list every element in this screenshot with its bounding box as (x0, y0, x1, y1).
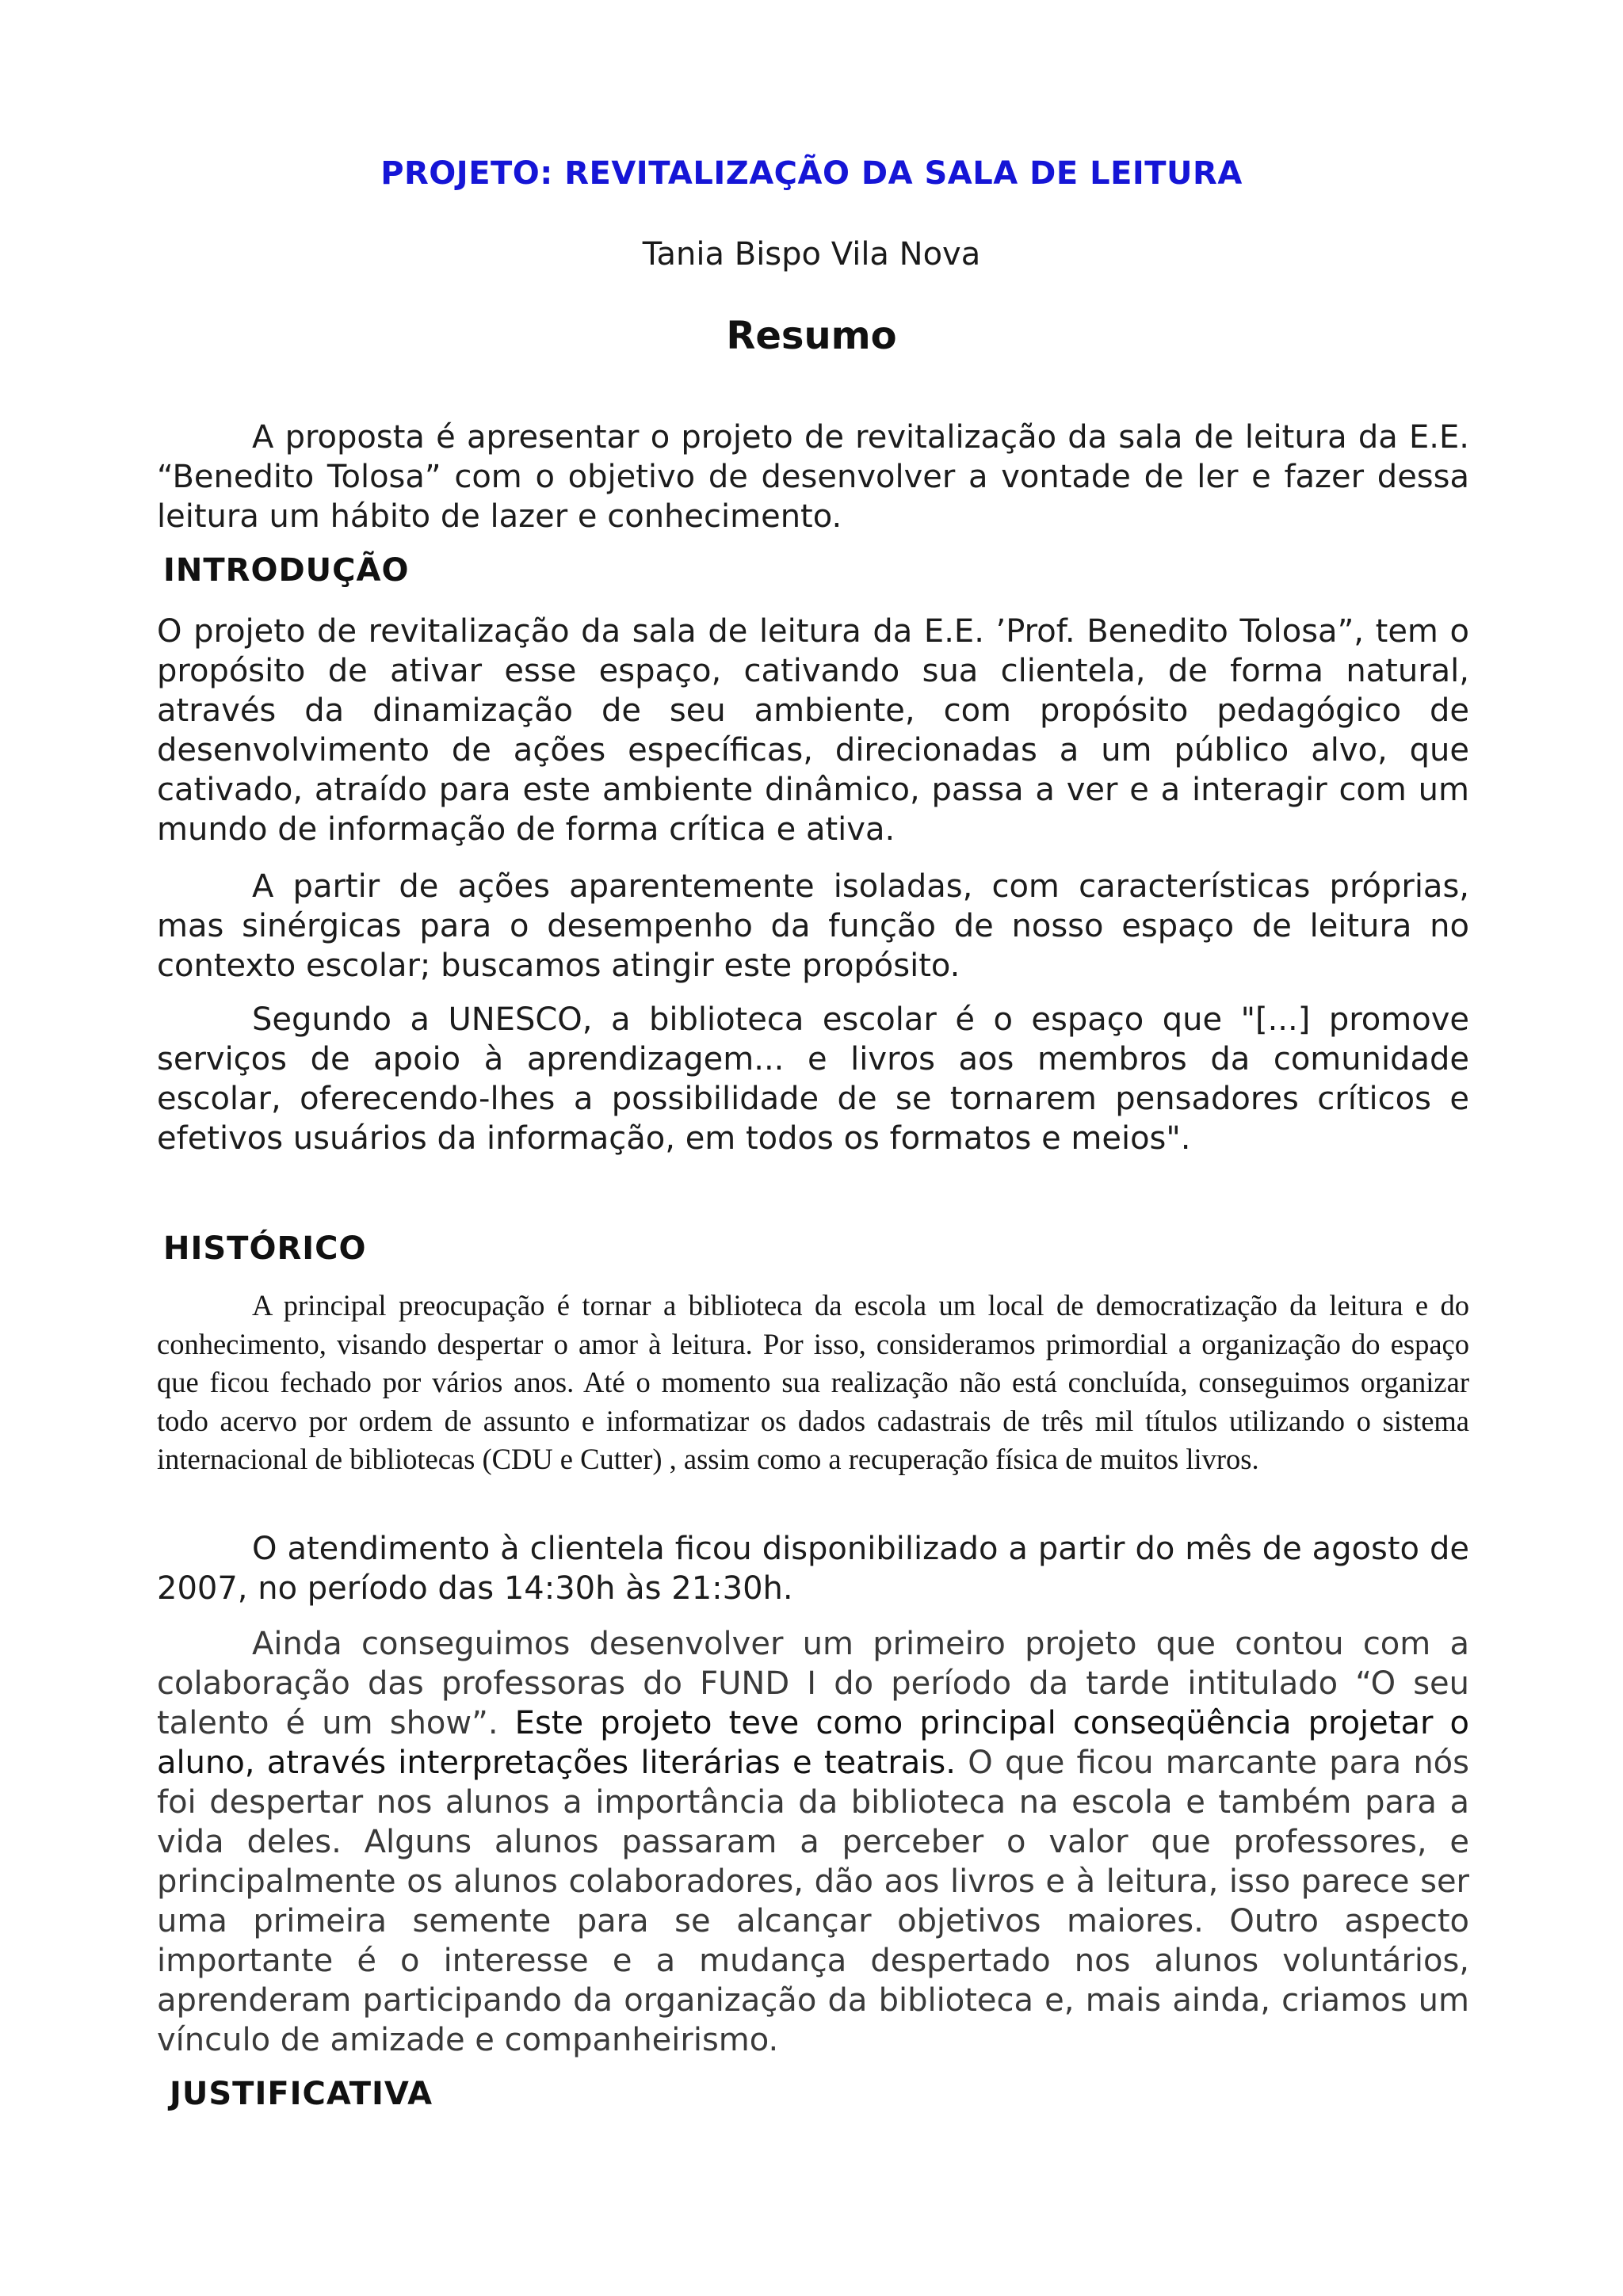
page-title: PROJETO: REVITALIZAÇÃO DA SALA DE LEITURA (380, 155, 1243, 192)
projeto-text-part-2: Este projeto teve como principal conseqüência projetar o aluno, através interpretações literárias e teatrais. (157, 1705, 1470, 1781)
projeto-text-part-3: O que ficou marcante para nós foi despertar nos alunos a importância da biblioteca na escola e também para a vida deles. Alguns alunos passaram a perceber o valor que professores, e principalmente os alunos colaboradores, dão aos livros e à leitura, isso parece ser uma primeira semente para se alcançar objetivos maiores. Outro aspecto importante é o interesse e a mudança despertado nos alunos voluntários, aprenderam participando da organização da biblioteca e, mais ainda, criamos um vínculo de amizade e companheirismo. (157, 1745, 1469, 2058)
introducao-paragraph-1: O projeto de revitalização da sala de leitura da E.E. ’Prof. Benedito Tolosa”, tem o propósito de ativar esse espaço, cativando sua clientela, de forma natural, através da dinamização de seu ambiente, com propósito pedagógico de desenvolvimento de ações específicas, direcionadas a um público alvo, que cativado, atraído para este ambiente dinâmico, passa a ver e a interagir com um mundo de informação de forma crítica e ativa. (157, 613, 1469, 848)
introducao-paragraph-2: A partir de ações aparentemente isoladas, com características próprias, mas sinérgicas para o desempenho da função de nosso espaço de leitura no contexto escolar; buscamos atingir este propósito. (157, 868, 1469, 984)
resumo-heading: Resumo (726, 314, 897, 358)
historico-serif-paragraph: A principal preocupação é tornar a biblioteca da escola um local de democratização da leitura e do conhecimento, visando despertar o amor à leitura. Por isso, consideramos primordial a organização do espaço que ficou fechado por vários anos. Até o momento sua realização não está concluída, conseguimos organizar todo acervo por ordem de assunto e informatizar os dados cadastrais de três mil títulos utilizando o sistema internacional de bibliotecas (CDU e Cutter) , assim como a recuperação física de muitos livros. (157, 1289, 1469, 1475)
resumo-paragraph: A proposta é apresentar o projeto de revitalização da sala de leitura da E.E. “Benedito Tolosa” com o objetivo de desenvolver a vontade de ler e fazer dessa leitura um hábito de lazer e conhecimento. (157, 419, 1469, 535)
justificativa-heading: JUSTIFICATIVA (170, 2076, 433, 2112)
author-name: Tania Bispo Vila Nova (642, 236, 981, 273)
projeto-text-part-1: Ainda conseguimos desenvolver um primeiro projeto que contou com a colaboração das professoras do FUND I do período da tarde intitulado “O seu talento é um show”. (157, 1626, 1469, 1741)
atendimento-paragraph: O atendimento à clientela ficou disponibilizado a partir do mês de agosto de 2007, no período das 14:30h às 21:30h. (157, 1531, 1469, 1607)
historico-heading: HISTÓRICO (163, 1230, 367, 1267)
introducao-heading: INTRODUÇÃO (163, 552, 410, 589)
projeto-paragraph (157, 1624, 1469, 2060)
introducao-paragraph-3: Segundo a UNESCO, a biblioteca escolar é o espaço que "[...] promove serviços de apoio à aprendizagem... e livros aos membros da comunidade escolar, oferecendo-lhes a possibilidade de se tornarem pensadores críticos e efetivos usuários da informação, em todos os formatos e meios". (157, 1001, 1469, 1157)
